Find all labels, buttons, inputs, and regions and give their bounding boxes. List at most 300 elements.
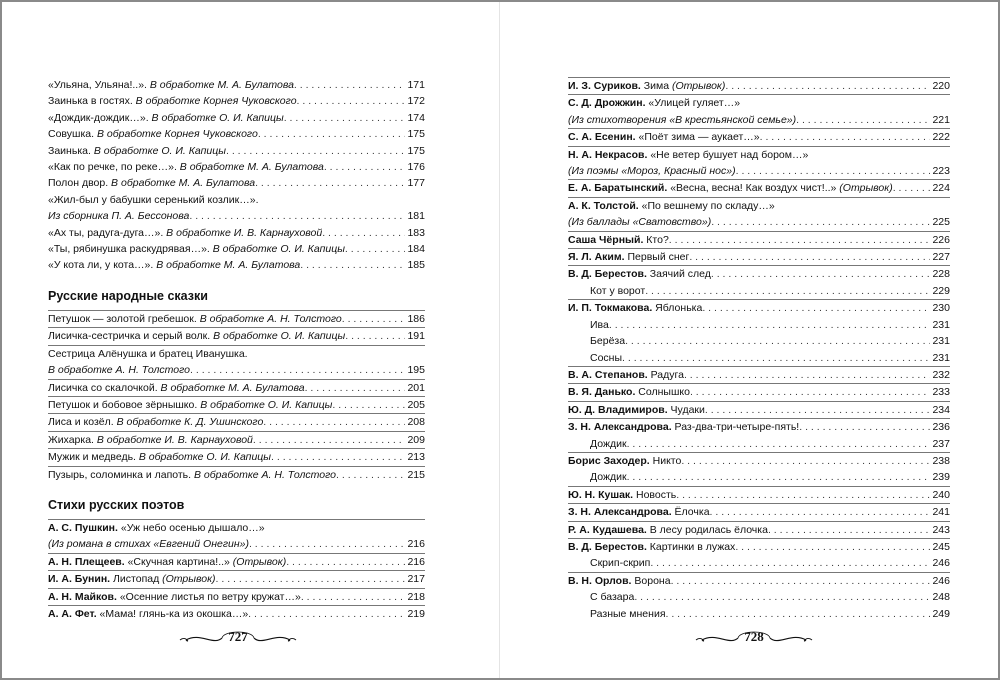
- entry-note: В обработке М. А. Булатова: [146, 79, 294, 91]
- entry-title: [568, 180, 893, 196]
- entry-author: Борис Заходер.: [568, 454, 650, 467]
- entry-note: В обработке А. Н. Толстого: [191, 468, 337, 481]
- entry-text: С базара: [590, 591, 635, 604]
- toc-entry[interactable]: [568, 572, 950, 622]
- entry-note: В обработке М. А. Булатова: [157, 381, 305, 394]
- entry-page-number: 248: [932, 591, 950, 604]
- toc-line: [568, 333, 950, 349]
- toc-entry[interactable]: [568, 401, 950, 418]
- dot-leader: [300, 257, 405, 273]
- toc-entry[interactable]: [48, 77, 425, 93]
- toc-line: [568, 317, 950, 333]
- entry-text: Заинька.: [48, 144, 91, 157]
- entry-note: В обработке О. И. Капицы: [148, 111, 284, 124]
- dot-leader: [286, 554, 405, 570]
- entry-text: Лиса и козёл.: [48, 416, 114, 429]
- toc-line: [568, 453, 950, 469]
- entry-text: Петушок и бобовое зёрнышко.: [48, 398, 198, 411]
- entry-title: [48, 257, 300, 273]
- entry-title: [590, 283, 645, 299]
- toc-entry[interactable]: [48, 327, 425, 344]
- dot-leader: [216, 571, 406, 587]
- entry-page-number: 226: [932, 233, 950, 246]
- entry-author: С. Д. Дрожжин.: [568, 97, 646, 110]
- entry-note: В обработке О. И. Капицы: [210, 330, 346, 343]
- toc-entry[interactable]: [568, 418, 950, 452]
- entry-title: [568, 384, 690, 400]
- dot-leader: [622, 350, 930, 366]
- entry-note: В обработке И. В. Карнауховой: [163, 226, 323, 239]
- toc-entry[interactable]: [568, 299, 950, 366]
- entry-author: А. К. Толстой.: [568, 199, 639, 212]
- toc-entry[interactable]: [48, 379, 425, 396]
- entry-author: И. З. Суриков.: [568, 80, 641, 92]
- section-heading-folk-tales: Русские народные сказки: [48, 288, 208, 303]
- page-number: 728: [744, 629, 764, 644]
- dot-leader: [711, 266, 931, 282]
- entry-note: (Из баллады «Сватовство»): [568, 216, 712, 229]
- entry-page-number: 186: [407, 312, 425, 325]
- toc-group-folk-tales: [48, 310, 425, 483]
- entry-text: «Осенние листья по ветру кружат…»: [116, 590, 301, 603]
- entry-page-number: 227: [932, 251, 950, 264]
- book-spread: [2, 2, 998, 678]
- entry-text: «Как по речке, по реке…».: [48, 161, 177, 174]
- entry-page-number: 223: [932, 165, 950, 178]
- toc-line: [48, 397, 425, 413]
- entry-page-number: 220: [932, 80, 950, 92]
- entry-text: Зима: [640, 80, 670, 92]
- toc-line: [48, 143, 425, 159]
- entry-title: [568, 95, 740, 111]
- toc-line: [48, 554, 425, 570]
- toc-line: [568, 419, 950, 435]
- toc-line: [568, 214, 950, 230]
- toc-entry[interactable]: [568, 197, 950, 231]
- entry-page-number: 231: [932, 335, 950, 348]
- entry-note: В обработке А. Н. Толстого: [48, 364, 191, 377]
- toc-line: [48, 520, 425, 536]
- entry-note: В обработке Корнея Чуковского: [94, 128, 258, 141]
- toc-entry[interactable]: [568, 366, 950, 383]
- entry-title: [48, 225, 322, 241]
- toc-entry[interactable]: [48, 175, 425, 191]
- entry-author: И. А. Бунин.: [48, 573, 111, 586]
- entry-title: [568, 522, 768, 538]
- toc-entry[interactable]: [48, 519, 425, 553]
- toc-entry[interactable]: [568, 146, 950, 180]
- toc-line: [48, 257, 425, 273]
- dot-leader: [796, 112, 930, 128]
- entry-title: [568, 198, 775, 214]
- toc-entry[interactable]: [48, 345, 425, 379]
- dot-leader: [669, 232, 931, 248]
- dot-leader: [294, 77, 406, 93]
- toc-entry[interactable]: [48, 570, 425, 587]
- toc-entry[interactable]: [48, 466, 425, 483]
- dot-leader: [345, 328, 405, 344]
- toc-entry[interactable]: [48, 110, 425, 126]
- entry-page-number: 177: [407, 177, 425, 190]
- toc-line: [48, 77, 425, 93]
- toc-line: [568, 539, 950, 555]
- toc-line: [48, 589, 425, 605]
- toc-line: [568, 573, 950, 589]
- entry-page-number: 234: [932, 403, 950, 416]
- entry-title: [568, 249, 689, 265]
- toc-line: [568, 555, 950, 571]
- entry-title: [48, 346, 248, 362]
- entry-title: [48, 241, 345, 257]
- dot-leader: [684, 367, 931, 383]
- entry-page-number: 246: [932, 557, 950, 570]
- dot-leader: [345, 241, 406, 257]
- dot-leader: [284, 110, 406, 126]
- entry-author: Ю. Н. Кушак.: [568, 488, 634, 501]
- entry-title: [568, 402, 705, 418]
- toc-line: [568, 249, 950, 265]
- entry-page-number: 228: [932, 268, 950, 281]
- entry-title: [568, 232, 669, 248]
- entry-title: [568, 300, 702, 316]
- entry-page-number: 246: [932, 574, 950, 587]
- left-page: [2, 2, 499, 678]
- entry-page-number: 238: [932, 454, 950, 467]
- entry-text: Первый снег: [624, 251, 690, 264]
- entry-text: Ива: [590, 318, 609, 331]
- entry-text: Раз-два-три-четыре-пять!: [671, 421, 800, 434]
- entry-title: [568, 504, 710, 520]
- entry-title: [568, 419, 799, 435]
- toc-line: [568, 232, 950, 248]
- entry-title: [48, 606, 248, 622]
- toc-entry[interactable]: [48, 310, 425, 327]
- entry-note: (Из поэмы «Мороз, Красный нос»): [568, 165, 736, 178]
- entry-author: С. А. Есенин.: [568, 131, 636, 144]
- entry-author: Я. Л. Аким.: [568, 251, 625, 264]
- toc-line: [568, 283, 950, 299]
- toc-line: [48, 380, 425, 396]
- toc-line: [568, 606, 950, 622]
- entry-text: Ёлочка: [671, 506, 710, 519]
- dot-leader: [760, 129, 931, 145]
- dot-leader: [255, 175, 405, 191]
- dot-leader: [609, 317, 931, 333]
- toc-entry[interactable]: [48, 605, 425, 622]
- toc-left: [48, 77, 425, 622]
- dot-leader: [305, 380, 406, 396]
- toc-entry[interactable]: [568, 486, 950, 503]
- toc-line: [568, 198, 950, 214]
- entry-note: В обработке Корнея Чуковского: [132, 95, 297, 108]
- entry-note: (Из стихотворения «В крестьянской семье»): [568, 113, 797, 126]
- entry-page-number: 213: [407, 451, 425, 464]
- entry-author: Е. А. Баратынский.: [568, 182, 668, 195]
- dot-leader: [226, 143, 405, 159]
- entry-text: Разные мнения: [590, 607, 666, 620]
- toc-entry[interactable]: [48, 448, 425, 465]
- entry-title: [48, 126, 258, 142]
- entry-text: «Ах ты, радуга-дуга…».: [48, 226, 164, 239]
- toc-entry[interactable]: [48, 93, 425, 109]
- toc-group-folk-songs: [48, 77, 425, 274]
- toc-line: [48, 362, 425, 378]
- toc-entry[interactable]: [568, 383, 950, 400]
- entry-text: Сосны: [590, 351, 623, 364]
- toc-entry[interactable]: [48, 257, 425, 273]
- toc-entry[interactable]: [568, 77, 950, 94]
- entry-title: [568, 129, 760, 145]
- entry-page-number: 240: [932, 488, 950, 501]
- dot-leader: [301, 589, 406, 605]
- entry-title: [590, 589, 634, 605]
- entry-title: [48, 520, 265, 536]
- entry-title: [568, 163, 736, 179]
- entry-page-number: 175: [407, 144, 425, 157]
- entry-page-number: 209: [407, 433, 425, 446]
- entry-title: [568, 112, 796, 128]
- dot-leader: [689, 249, 930, 265]
- entry-title: [48, 93, 297, 109]
- entry-author: В. Д. Берестов.: [568, 540, 647, 553]
- toc-line: [568, 522, 950, 538]
- entry-title: [568, 147, 808, 163]
- entry-page-number: 243: [932, 523, 950, 536]
- entry-title: [590, 333, 625, 349]
- toc-entry[interactable]: [48, 431, 425, 448]
- toc-line: [568, 469, 950, 485]
- entry-text: «Поёт зима — аукает…»: [635, 131, 760, 144]
- page-number-ornament: [694, 622, 814, 652]
- entry-title: [590, 436, 627, 452]
- toc-line: [568, 163, 950, 179]
- entry-note: (Отрывок): [836, 182, 893, 195]
- dot-leader: [736, 163, 931, 179]
- toc-entry[interactable]: [568, 503, 950, 520]
- entry-text: Пузырь, соломинка и лапоть.: [48, 468, 192, 481]
- entry-title: [48, 414, 263, 430]
- entry-page-number: 217: [407, 573, 425, 586]
- entry-title: [48, 159, 324, 175]
- entry-text: Новость: [633, 488, 677, 501]
- entry-author: А. А. Фет.: [48, 607, 97, 620]
- toc-entry[interactable]: [568, 128, 950, 145]
- toc-line: [48, 467, 425, 483]
- entry-author: З. Н. Александрова.: [568, 421, 672, 434]
- entry-text: Мужик и медведь.: [48, 451, 136, 464]
- entry-page-number: 222: [932, 131, 950, 144]
- toc-entry[interactable]: [568, 179, 950, 196]
- toc-line: [568, 487, 950, 503]
- entry-title: [48, 362, 190, 378]
- dot-leader: [627, 436, 931, 452]
- entry-text: Совушка.: [48, 128, 95, 141]
- toc-entry[interactable]: [568, 231, 950, 248]
- entry-page-number: 231: [932, 318, 950, 331]
- entry-page-number: 219: [407, 607, 425, 620]
- toc-line: [568, 504, 950, 520]
- entry-note: (Из романа в стихах «Евгений Онегин»): [48, 538, 249, 551]
- right-page: [500, 2, 998, 678]
- toc-line: [48, 192, 425, 208]
- page-number-ornament: [178, 622, 298, 652]
- entry-title: [48, 311, 342, 327]
- entry-text: «Мама! глянь-ка из окошка…»: [96, 607, 249, 620]
- toc-entry[interactable]: [48, 126, 425, 142]
- entry-note: В обработке М. А. Булатова: [108, 177, 256, 190]
- toc-line: [48, 432, 425, 448]
- entry-page-number: 201: [407, 381, 425, 394]
- toc-line: [48, 175, 425, 191]
- entry-text: «Дождик-дождик…».: [48, 111, 149, 124]
- entry-author: Н. А. Некрасов.: [568, 148, 648, 161]
- toc-line: [568, 129, 950, 145]
- dot-leader: [336, 467, 405, 483]
- entry-note: В обработке И. В. Карнауховой: [93, 433, 253, 446]
- entry-page-number: 232: [932, 368, 950, 381]
- dot-leader: [893, 180, 931, 196]
- dot-leader: [190, 362, 405, 378]
- dot-leader: [650, 555, 930, 571]
- dot-leader: [258, 126, 406, 142]
- dot-leader: [253, 432, 406, 448]
- entry-page-number: 205: [407, 398, 425, 411]
- dot-leader: [710, 504, 931, 520]
- entry-note: В обработке К. Д. Ушинского: [113, 416, 264, 429]
- toc-line: [48, 536, 425, 552]
- dot-leader: [799, 419, 930, 435]
- dot-leader: [676, 487, 930, 503]
- toc-entry[interactable]: [568, 521, 950, 538]
- entry-page-number: 215: [407, 468, 425, 481]
- dot-leader: [690, 384, 931, 400]
- toc-line: [48, 159, 425, 175]
- entry-author: А. Н. Майков.: [48, 590, 117, 603]
- entry-note: Из сборника П. А. Бессонова: [48, 210, 190, 223]
- dot-leader: [681, 453, 930, 469]
- toc-line: [48, 225, 425, 241]
- toc-line: [48, 93, 425, 109]
- dot-leader: [711, 214, 930, 230]
- entry-author: А. С. Пушкин.: [48, 521, 118, 534]
- entry-title: [48, 328, 345, 344]
- entry-page-number: 218: [407, 590, 425, 603]
- entry-text: Картинки в лужах: [646, 540, 736, 553]
- toc-line: [48, 414, 425, 430]
- page-number: 727: [228, 629, 248, 644]
- toc-right: [568, 77, 950, 622]
- section-heading-poems: Стихи русских поэтов: [48, 497, 185, 512]
- entry-text: Чудаки: [667, 403, 705, 416]
- dot-leader: [634, 589, 930, 605]
- entry-page-number: 171: [407, 79, 425, 91]
- entry-page-number: 183: [407, 226, 425, 239]
- entry-note: В обработке О. И. Капицы: [197, 398, 333, 411]
- entry-page-number: 241: [932, 506, 950, 519]
- toc-entry[interactable]: [568, 538, 950, 572]
- entry-page-number: 239: [932, 471, 950, 484]
- entry-page-number: 237: [932, 437, 950, 450]
- entry-text: В лесу родилась ёлочка: [646, 523, 768, 536]
- dot-leader: [666, 606, 931, 622]
- entry-author: Саша Чёрный.: [568, 233, 644, 246]
- entry-text: Берёза: [590, 335, 626, 348]
- entry-text: Заинька в гостях.: [48, 95, 133, 108]
- dot-leader: [705, 402, 931, 418]
- entry-text: Полон двор.: [48, 177, 109, 190]
- entry-text: Яблонька: [652, 302, 703, 315]
- entry-title: [48, 589, 301, 605]
- entry-text: «Уж небо осенью дышало…»: [117, 521, 265, 534]
- entry-page-number: 176: [407, 161, 425, 174]
- toc-line: [568, 384, 950, 400]
- toc-entry[interactable]: [568, 248, 950, 265]
- entry-text: «Весна, весна! Как воздух чист!..»: [667, 182, 837, 195]
- dot-leader: [324, 159, 406, 175]
- toc-line: [48, 241, 425, 257]
- entry-title: [590, 606, 666, 622]
- entry-text: Лисичка со скалочкой.: [48, 381, 158, 394]
- dot-leader: [322, 225, 405, 241]
- entry-title: [48, 449, 271, 465]
- entry-page-number: 245: [932, 540, 950, 553]
- entry-page-number: 181: [407, 210, 425, 223]
- entry-note: В обработке О. И. Капицы: [90, 144, 226, 157]
- toc-entry[interactable]: [48, 413, 425, 430]
- toc-entry[interactable]: [48, 225, 425, 241]
- toc-entry[interactable]: [568, 452, 950, 486]
- entry-page-number: 216: [407, 555, 425, 568]
- toc-entry[interactable]: [568, 94, 950, 128]
- entry-page-number: 195: [407, 364, 425, 377]
- toc-line: [48, 571, 425, 587]
- toc-entry[interactable]: [48, 159, 425, 175]
- entry-text: Жихарка.: [48, 433, 94, 446]
- entry-page-number: 185: [407, 259, 425, 272]
- entry-text: «Улицей гуляет…»: [645, 97, 741, 110]
- entry-text: Солнышко: [635, 386, 690, 399]
- entry-page-number: 236: [932, 421, 950, 434]
- entry-text: Скрип-скрип: [590, 557, 651, 570]
- toc-entry[interactable]: [48, 588, 425, 605]
- entry-text: Кто?: [643, 233, 669, 246]
- entry-author: В. Н. Орлов.: [568, 574, 632, 587]
- entry-author: А. Н. Плещеев.: [48, 555, 125, 568]
- toc-entry[interactable]: [48, 192, 425, 225]
- toc-entry[interactable]: [48, 396, 425, 413]
- toc-entry[interactable]: [48, 553, 425, 570]
- entry-page-number: 233: [932, 386, 950, 399]
- entry-text: Лисичка-сестричка и серый волк.: [48, 330, 211, 343]
- toc-entry[interactable]: [48, 143, 425, 159]
- entry-title: [48, 571, 216, 587]
- toc-line: [48, 208, 425, 224]
- toc-entry[interactable]: [48, 241, 425, 257]
- dot-leader: [248, 606, 405, 622]
- toc-line: [48, 606, 425, 622]
- toc-group-poems-continued: [568, 77, 950, 622]
- toc-group-poems: [48, 519, 425, 622]
- entry-author: В. Я. Данько.: [568, 386, 636, 399]
- entry-note: (Отрывок): [669, 80, 726, 92]
- dot-leader: [725, 78, 930, 94]
- entry-title: [48, 397, 332, 413]
- entry-author: И. П. Токмакова.: [568, 302, 653, 315]
- entry-page-number: 225: [932, 216, 950, 229]
- entry-page-number: 184: [407, 243, 425, 256]
- toc-entry[interactable]: [568, 265, 950, 299]
- toc-line: [48, 311, 425, 327]
